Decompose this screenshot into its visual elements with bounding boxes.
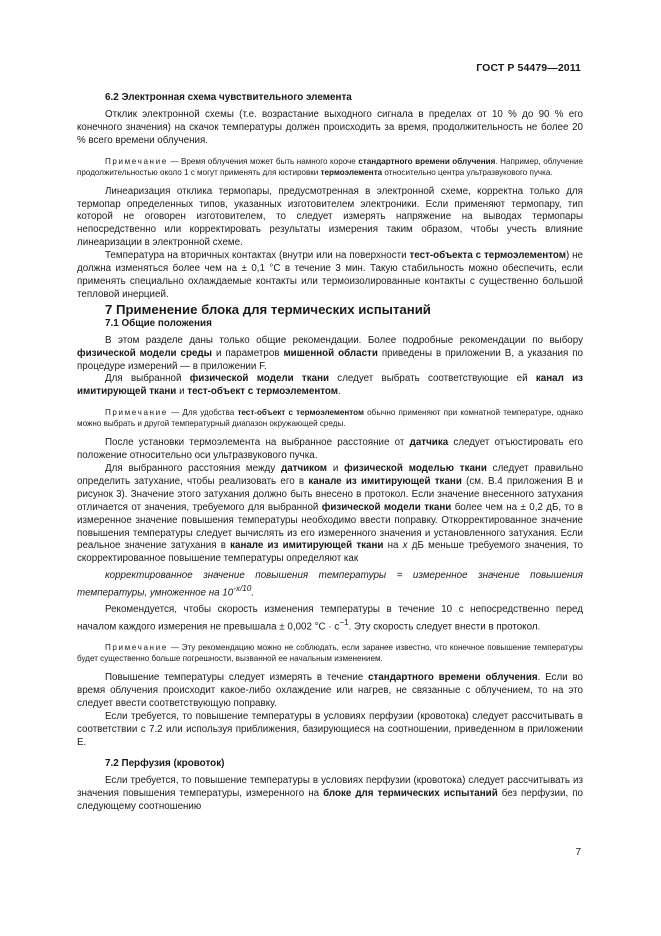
term: физической модели ткани — [189, 373, 330, 385]
paragraph: Линеаризация отклика термопары, предусмотренная в электронной схеме, корректна только для термопар определенных типов, указанных изготовителем электроники. Если применяют термопару, тип которой не оговорен изготовителем, то следует измерять напряжение на выводах термопары непосредственно или корректировать результаты измерения таким образом, чтобы учесть влияние линеаризации в электронной схеме. — [77, 185, 583, 249]
text: и параметров — [212, 347, 284, 359]
document-header: ГОСТ Р 54479—2011 — [476, 62, 581, 74]
term: тест-объекта с термоэлементом — [409, 250, 566, 262]
text: Если требуется, то повышение температуры в условиях перфузии (кровотока) следует рассчитывать из значения повышения температуры, измеренного на — [77, 774, 583, 799]
formula — [77, 570, 583, 600]
note-text: относительно центра ультразвукового пучка. — [382, 167, 553, 177]
note — [77, 642, 583, 664]
text: (см. B.4 приложения B и рисунок 3). Значение этого затухания должно быть внесено в протокол. Если значение внесенного затухания отличается от значения, требуемого для выбранной — [77, 475, 583, 513]
paragraph: Если требуется, то повышение температуры в условиях перфузии (кровотока) следует рассчитывать в соответствии с 7.2 или используя приближения, базирующиеся на соотношении, приведенном в приложении E. — [77, 711, 583, 748]
term: физической модели среды — [77, 347, 212, 359]
text: следует правильно определить затухание, чтобы реализовать его в — [77, 463, 584, 487]
text: и — [176, 386, 188, 398]
text: В этом разделе даны только общие рекомендации. Более подробные рекомендации по выбору — [105, 334, 583, 346]
note-text: — Для удобства — [167, 408, 238, 418]
text: Для выбранной — [105, 373, 190, 385]
paragraph: Отклик электронной схемы (т.е. возрастание выходного сигнала в пределах от 10 % до 90 % его конечного значения) на скачок температуры должен происходить за время, продолжительность не более 20 % всего времени облучения. — [77, 108, 583, 146]
term: канал из имитирующей ткани — [77, 373, 583, 398]
note-text: . Например, облучение продолжительностью около 1 с могут применять для юстировки — [77, 156, 583, 177]
text: . — [338, 386, 341, 398]
text: ) не должна изменяться более чем на ± 0,1 °C в течение 3 мин. Такую стабильность можно обеспечить, если применять специально охлаждаемые контакты или термоизолированные контакты с существенно большой тепловой инерцией. — [77, 250, 583, 300]
paragraph — [77, 463, 583, 566]
term: стандартного времени облучения — [358, 156, 496, 166]
term: термоэлемента — [320, 167, 383, 177]
text: без перфузии, по следующему соотношению — [77, 787, 583, 812]
paragraph — [77, 437, 583, 463]
text: . Эту скорость следует внести в протокол. — [348, 621, 541, 633]
term: мишенной области — [283, 347, 378, 359]
text: следует отъюстировать его положение относительно оси ультразвукового пучка. — [77, 437, 583, 462]
note-label: Примечание — [105, 408, 168, 418]
note — [77, 156, 583, 178]
term: блоке для термических испытаний — [323, 787, 498, 799]
variable: x — [402, 540, 408, 552]
note-label: Примечание — [105, 156, 168, 166]
text: После установки термоэлемента на выбранное расстояние от — [105, 437, 410, 449]
formula-exponent: -x/10 — [233, 584, 252, 594]
note-text: — Время облучения может быть намного короче — [167, 156, 359, 166]
formula-text: корректированное значение повышения температуры = измеренное значение повышения температуры, умноженное на 10 — [77, 570, 583, 599]
section-7-heading: 7 Применение блока для термических испытаний — [105, 301, 431, 317]
term: канале из имитирующей ткани — [230, 540, 384, 552]
paragraph — [77, 672, 583, 711]
paragraph — [77, 373, 583, 399]
paragraph — [77, 604, 583, 634]
note — [77, 407, 583, 429]
text: дБ меньше требуемого значения, то скорректированное повышение температуры определяют как — [77, 540, 583, 565]
note-label: Примечание — [105, 643, 168, 653]
page-number: 7 — [575, 847, 581, 858]
term: физической моделью ткани — [344, 463, 487, 475]
text: Повышение температуры следует измерять в течение — [105, 672, 369, 684]
term: тест-объект с термоэлементом — [187, 386, 339, 398]
note-text: — Эту рекомендацию можно не соблюдать, если заранее известно, что конечное повышение температуры будет существенно больше погрешности, вызванной ее начальным изменением. — [77, 643, 583, 664]
text: . Если во время облучения происходит какое-либо охлаждение или нагрев, не связанные с облучением, то на это следует ввести соответствующую поправку. — [77, 672, 583, 710]
page-content — [77, 92, 583, 814]
section-6-2-heading: 6.2 Электронная схема чувствительного элемента — [105, 92, 352, 103]
term: канале из имитирующей ткани — [308, 475, 462, 487]
formula-text: . — [251, 587, 255, 599]
term: тест-объект с термоэлементом — [237, 408, 364, 418]
text: Для выбранного расстояния между — [105, 463, 281, 475]
text: следует выбрать соответствующие ей — [329, 373, 536, 385]
text: и — [327, 463, 345, 475]
term: стандартного времени облучения — [368, 672, 538, 684]
paragraph — [77, 335, 583, 374]
section-7-2-heading: 7.2 Перфузия (кровоток) — [105, 757, 225, 769]
text: на — [383, 540, 403, 552]
text: Рекомендуется, чтобы скорость изменения температуры в течение 10 с непосредственно перед началом каждого измерения не превышала ± 0,002 °C · с — [77, 604, 583, 633]
term: физической модели ткани — [321, 501, 452, 513]
text: более чем на ± 0,2 дБ, то в измеренное значение повышения температуры необходимо ввести поправку. Откорректированное значение повышения температуры следует вычислять из его измеренного значения и установленного затухания. Если реальное значение затухания в — [77, 501, 583, 552]
term: датчика — [409, 437, 449, 449]
exponent: −1 — [339, 618, 349, 628]
term: датчиком — [281, 463, 328, 475]
text: приведены в приложении B, а указания по процедуре измерений — в приложении F. — [77, 347, 583, 372]
paragraph — [77, 250, 583, 302]
note-text: обычно применяют при комнатной температуре, однако можно выбрать и другой температурный диапазон окружающей среды. — [77, 408, 583, 429]
section-7-1-heading: 7.1 Общие положения — [105, 317, 212, 329]
text: Температура на вторичных контактах (внутри или на поверхности — [105, 250, 410, 262]
paragraph — [77, 775, 583, 814]
